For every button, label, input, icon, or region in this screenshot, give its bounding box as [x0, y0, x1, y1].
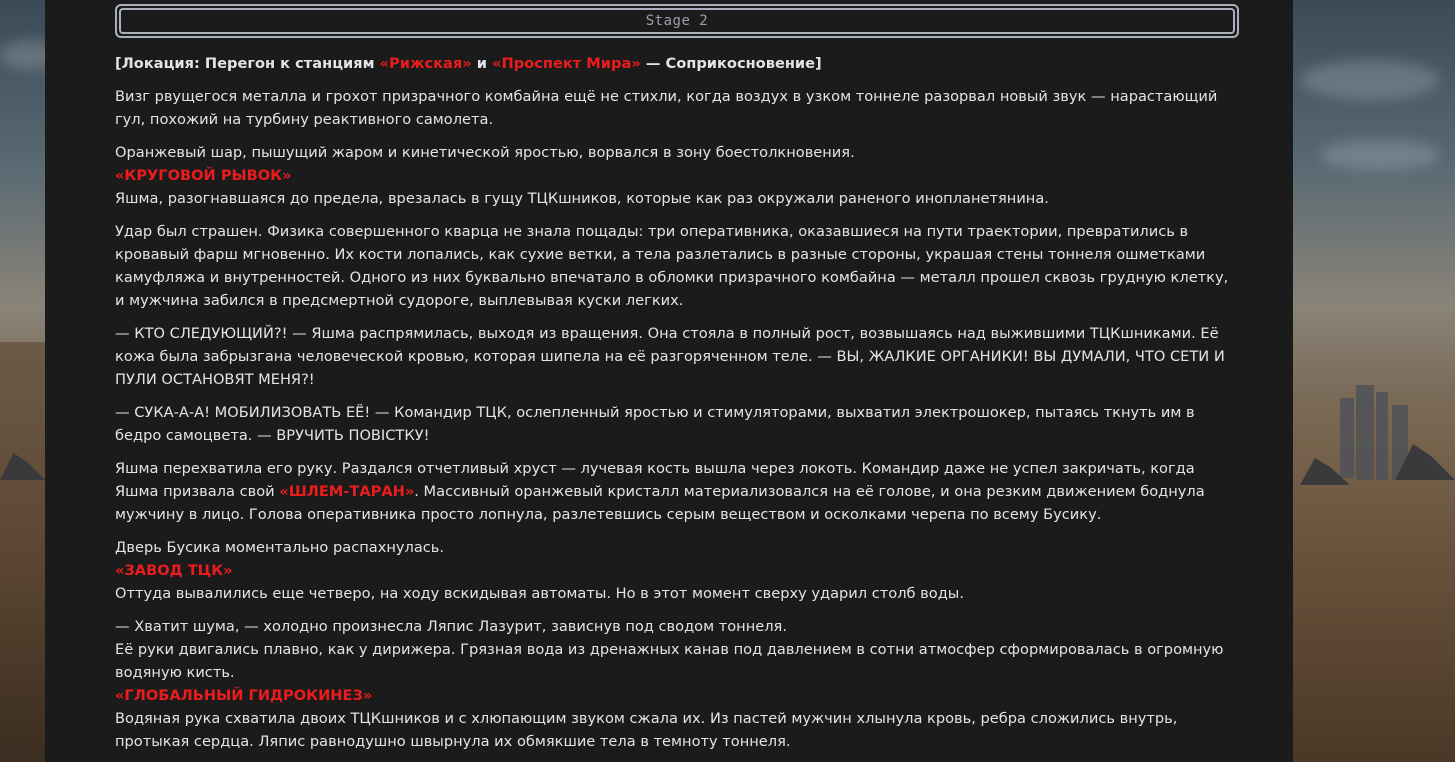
station-rizhskaya: «Рижская»: [379, 55, 472, 72]
location-line: [Локация: Перегон к станциям «Рижская» и «Проспект Мира» — Соприкосновение]: [115, 55, 822, 72]
stage-header: [115, 4, 1239, 38]
paragraph: Визг рвущегося металла и грохот призрачного комбайна ещё не стихли, когда воздух в узком тоннеле разорвал новый звук — нарастающий гул, похожий на турбину реактивного самолета.: [115, 88, 1218, 128]
skill-name: «ГЛОБАЛЬНЫЙ ГИДРОКИНЕЗ»: [115, 687, 373, 704]
paragraph: Оранжевый шар, пышущий жаром и кинетической яростью, ворвался в зону боестолкновения. «КРУГОВОЙ РЫВОК» Яшма, разогнавшаяся до предела, врезалась в гущу ТЦКшников, которые как раз окружали раненого инопланетянина.: [115, 144, 1049, 207]
paragraph: — СУКА-А-А! МОБИЛИЗОВАТЬ ЕЁ! — Командир ТЦК, ослепленный яростью и стимуляторами, выхватил электрошокер, пытаясь ткнуть им в бедро самоцвета. — ВРУЧИТЬ ПОВІСТКУ!: [115, 404, 1195, 444]
stage-label: Stage 2: [645, 13, 709, 29]
station-prospekt-mira: «Проспект Мира»: [492, 55, 641, 72]
paragraph: Удар был страшен. Физика совершенного кварца не знала пощады: три оперативника, оказавшиеся на пути траектории, превратились в кровавый фарш мгновенно. Их кости лопались, как сухие ветки, а тела разлетались в разные стороны, украшая стены тоннеля ошметками камуфляжа и внутренностей. Одного из них буквально впечатало в обломки призрачного комбайна — металл прошел сквозь грудную клетку, и мужчина забился в предсмертной судороге, выплевывая куски легких.: [115, 223, 1229, 309]
story-panel: [45, 0, 1293, 762]
skill-name: «КРУГОВОЙ РЫВОК»: [115, 167, 292, 184]
story-text: [115, 52, 1241, 762]
paragraph: — Хватит шума, — холодно произнесла Ляпис Лазурит, зависнув под сводом тоннеля. Её руки двигались плавно, как у дирижера. Грязная вода из дренажных канав под давлением в сотни атмосфер сформировалась в огромную водяную кисть. «ГЛОБАЛЬНЫЙ ГИДРОКИНЕЗ» Водяная рука схватила двоих ТЦКшников и с хлюпающим звуком сжала их. Из пастей мужчин хлынула кровь, ребра сложились внутрь, протыкая сердца. Ляпис равнодушно швырнула их обмякшие тела в темноту тоннеля.: [115, 618, 1224, 750]
paragraph: Яшма перехватила его руку. Раздался отчетливый хруст — лучевая кость вышла через локоть. Командир даже не успел закричать, когда Яшма призвала свой «ШЛЕМ-ТАРАН». Массивный оранжевый кристалл материализовался на её голове, и она резким движением боднула мужчину в лицо. Голова оперативника просто лопнула, разлетевшись серым веществом и осколками черепа по всему Бусику.: [115, 460, 1205, 523]
paragraph: Дверь Бусика моментально распахнулась. «ЗАВОД ТЦК» Оттуда вывалились еще четверо, на ходу вскидывая автоматы. Но в этот момент сверху ударил столб воды.: [115, 539, 964, 602]
skill-name: «ЗАВОД ТЦК»: [115, 562, 233, 579]
paragraph: — КТО СЛЕДУЮЩИЙ?! — Яшма распрямилась, выходя из вращения. Она стояла в полный рост, возвышаясь над выжившими ТЦКшниками. Её кожа была забрызгана человеческой кровью, которая шипела на её разгоряченном теле. — ВЫ, ЖАЛКИЕ ОРГАНИКИ! ВЫ ДУМАЛИ, ЧТО СЕТИ И ПУЛИ ОСТАНОВЯТ МЕНЯ?!: [115, 325, 1225, 388]
skill-name: «ШЛЕМ-ТАРАН»: [279, 483, 415, 500]
